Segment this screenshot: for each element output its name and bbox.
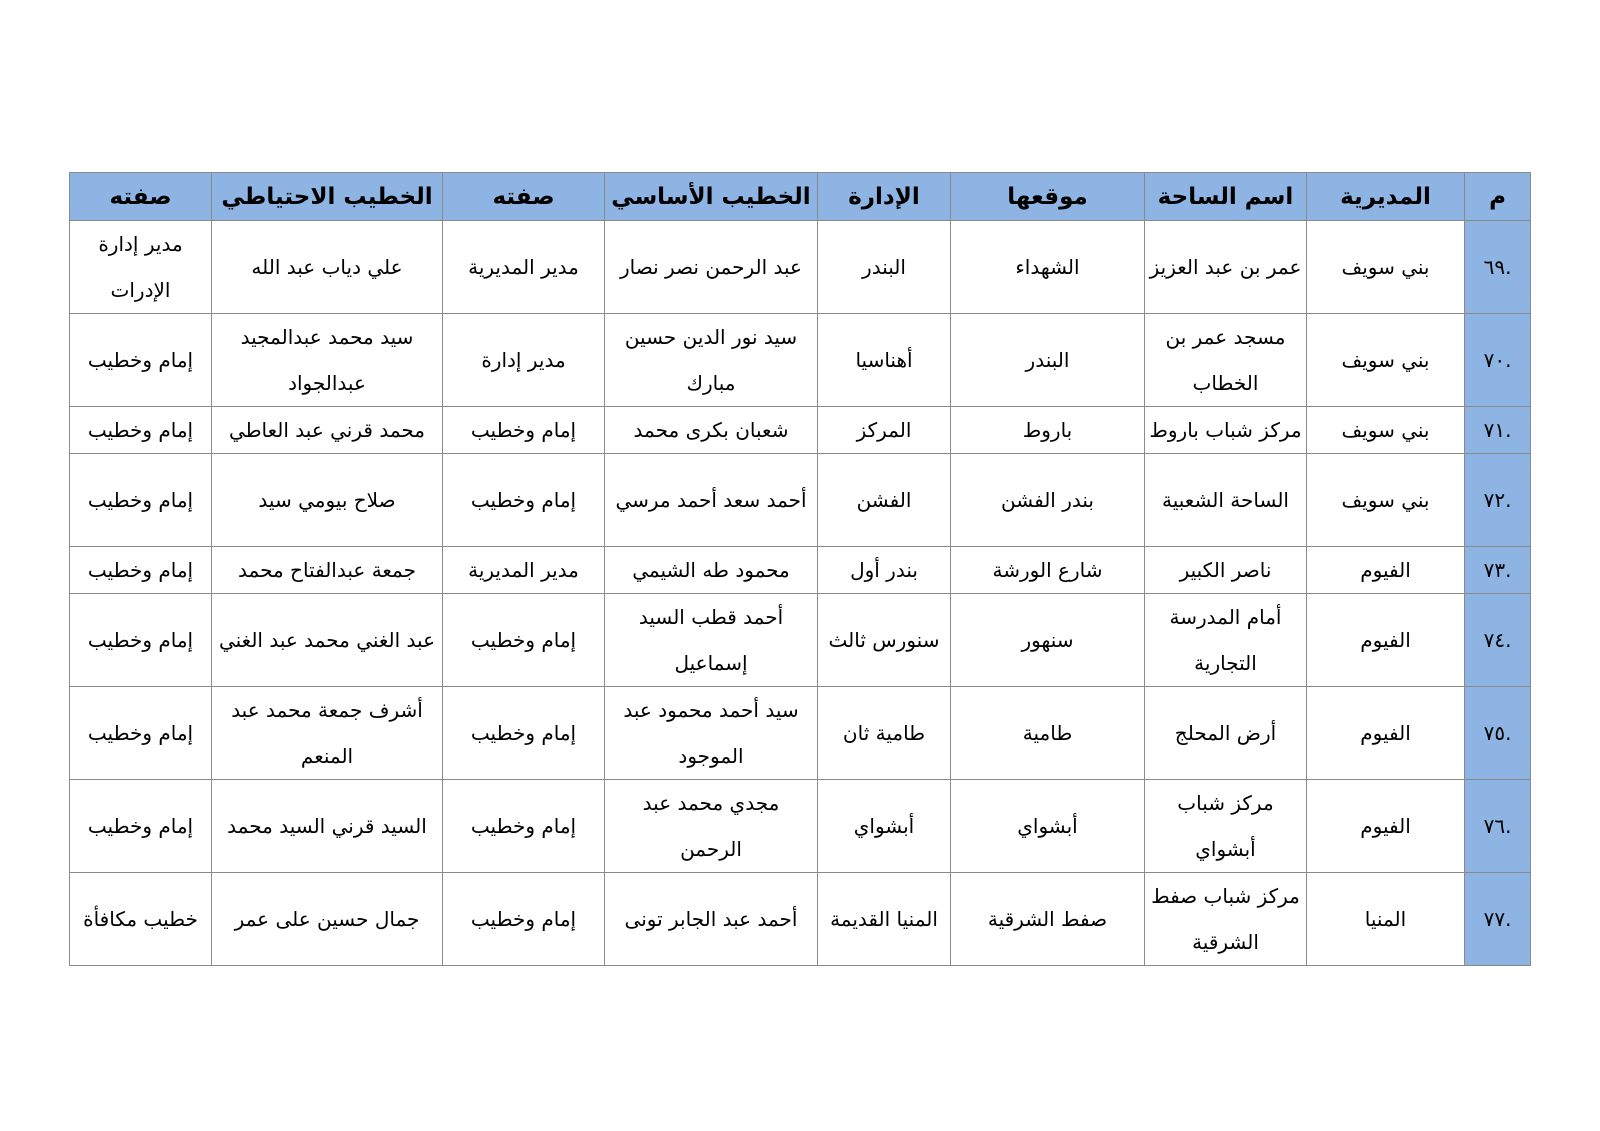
- row-number: .٧٠: [1465, 314, 1531, 407]
- backup-title-cell: إمام وخطيب: [70, 780, 212, 873]
- main-title-cell: مدير المديرية: [443, 547, 605, 594]
- row-number: .٧٥: [1465, 687, 1531, 780]
- square-cell: مسجد عمر بن الخطاب: [1145, 314, 1307, 407]
- main-preacher-cell: محمود طه الشيمي: [605, 547, 818, 594]
- backup-preacher-cell: علي دياب عبد الله: [212, 221, 443, 314]
- directorate-cell: المنيا: [1307, 873, 1465, 966]
- main-title-cell: مدير إدارة: [443, 314, 605, 407]
- backup-preacher-cell: عبد الغني محمد عبد الغني: [212, 594, 443, 687]
- backup-preacher-cell: صلاح بيومي سيد: [212, 454, 443, 547]
- location-cell: شارع الورشة: [951, 547, 1145, 594]
- directorate-cell: الفيوم: [1307, 687, 1465, 780]
- square-cell: أمام المدرسة التجارية: [1145, 594, 1307, 687]
- admin-cell: أبشواي: [818, 780, 951, 873]
- header-cell: الإدارة: [818, 173, 951, 221]
- table-row: [70, 221, 1531, 314]
- main-preacher-cell: أحمد سعد أحمد مرسي: [605, 454, 818, 547]
- admin-cell: المركز: [818, 407, 951, 454]
- directorate-cell: بني سويف: [1307, 454, 1465, 547]
- row-number: .٧١: [1465, 407, 1531, 454]
- backup-title-cell: إمام وخطيب: [70, 454, 212, 547]
- location-cell: الشهداء: [951, 221, 1145, 314]
- admin-cell: الفشن: [818, 454, 951, 547]
- admin-cell: البندر: [818, 221, 951, 314]
- location-cell: بندر الفشن: [951, 454, 1145, 547]
- table-row: [70, 594, 1531, 687]
- table-row: [70, 547, 1531, 594]
- header-cell: م: [1465, 173, 1531, 221]
- table-row: [70, 314, 1531, 407]
- square-cell: مركز شباب أبشواي: [1145, 780, 1307, 873]
- main-preacher-cell: مجدي محمد عبد الرحمن: [605, 780, 818, 873]
- admin-cell: المنيا القديمة: [818, 873, 951, 966]
- square-cell: الساحة الشعبية: [1145, 454, 1307, 547]
- directorate-cell: الفيوم: [1307, 780, 1465, 873]
- backup-preacher-cell: السيد قرني السيد محمد: [212, 780, 443, 873]
- backup-preacher-cell: أشرف جمعة محمد عبد المنعم: [212, 687, 443, 780]
- backup-title-cell: إمام وخطيب: [70, 407, 212, 454]
- main-title-cell: إمام وخطيب: [443, 454, 605, 547]
- main-title-cell: إمام وخطيب: [443, 873, 605, 966]
- table-row: [70, 780, 1531, 873]
- main-preacher-cell: أحمد عبد الجابر تونى: [605, 873, 818, 966]
- directorate-cell: الفيوم: [1307, 547, 1465, 594]
- table-row: [70, 454, 1531, 547]
- square-cell: أرض المحلج: [1145, 687, 1307, 780]
- main-title-cell: إمام وخطيب: [443, 780, 605, 873]
- directorate-cell: بني سويف: [1307, 221, 1465, 314]
- backup-title-cell: إمام وخطيب: [70, 314, 212, 407]
- location-cell: طامية: [951, 687, 1145, 780]
- main-preacher-cell: شعبان بكرى محمد: [605, 407, 818, 454]
- table-row: [70, 873, 1531, 966]
- location-cell: صفط الشرقية: [951, 873, 1145, 966]
- header-cell: اسم الساحة: [1145, 173, 1307, 221]
- row-number: .٦٩: [1465, 221, 1531, 314]
- row-number: .٧٧: [1465, 873, 1531, 966]
- header-cell: الخطيب الاحتياطي: [212, 173, 443, 221]
- row-number: .٧٤: [1465, 594, 1531, 687]
- backup-title-cell: إمام وخطيب: [70, 687, 212, 780]
- main-preacher-cell: سيد نور الدين حسين مبارك: [605, 314, 818, 407]
- square-cell: ناصر الكبير: [1145, 547, 1307, 594]
- square-cell: مركز شباب باروط: [1145, 407, 1307, 454]
- backup-preacher-cell: محمد قرني عبد العاطي: [212, 407, 443, 454]
- backup-title-cell: إمام وخطيب: [70, 594, 212, 687]
- header-cell: صفته: [70, 173, 212, 221]
- main-title-cell: إمام وخطيب: [443, 687, 605, 780]
- table-header-row: [70, 173, 1531, 221]
- backup-preacher-cell: سيد محمد عبدالمجيد عبدالجواد: [212, 314, 443, 407]
- directorate-cell: بني سويف: [1307, 314, 1465, 407]
- row-number: .٧٣: [1465, 547, 1531, 594]
- preachers-table: [69, 172, 1531, 966]
- header-cell: موقعها: [951, 173, 1145, 221]
- backup-preacher-cell: جمال حسين على عمر: [212, 873, 443, 966]
- directorate-cell: الفيوم: [1307, 594, 1465, 687]
- table-row: [70, 407, 1531, 454]
- backup-title-cell: إمام وخطيب: [70, 547, 212, 594]
- location-cell: سنهور: [951, 594, 1145, 687]
- row-number: .٧٢: [1465, 454, 1531, 547]
- admin-cell: طامية ثان: [818, 687, 951, 780]
- admin-cell: بندر أول: [818, 547, 951, 594]
- backup-title-cell: مدير إدارة الإدرات: [70, 221, 212, 314]
- table-row: [70, 687, 1531, 780]
- main-title-cell: إمام وخطيب: [443, 594, 605, 687]
- header-cell: الخطيب الأساسي: [605, 173, 818, 221]
- row-number: .٧٦: [1465, 780, 1531, 873]
- main-title-cell: مدير المديرية: [443, 221, 605, 314]
- location-cell: البندر: [951, 314, 1145, 407]
- backup-title-cell: خطيب مكافأة: [70, 873, 212, 966]
- main-preacher-cell: عبد الرحمن نصر نصار: [605, 221, 818, 314]
- main-preacher-cell: أحمد قطب السيد إسماعيل: [605, 594, 818, 687]
- location-cell: باروط: [951, 407, 1145, 454]
- admin-cell: سنورس ثالث: [818, 594, 951, 687]
- main-preacher-cell: سيد أحمد محمود عبد الموجود: [605, 687, 818, 780]
- header-cell: المديرية: [1307, 173, 1465, 221]
- admin-cell: أهناسيا: [818, 314, 951, 407]
- header-cell: صفته: [443, 173, 605, 221]
- backup-preacher-cell: جمعة عبدالفتاح محمد: [212, 547, 443, 594]
- square-cell: مركز شباب صفط الشرقية: [1145, 873, 1307, 966]
- square-cell: عمر بن عبد العزيز: [1145, 221, 1307, 314]
- main-title-cell: إمام وخطيب: [443, 407, 605, 454]
- directorate-cell: بني سويف: [1307, 407, 1465, 454]
- location-cell: أبشواي: [951, 780, 1145, 873]
